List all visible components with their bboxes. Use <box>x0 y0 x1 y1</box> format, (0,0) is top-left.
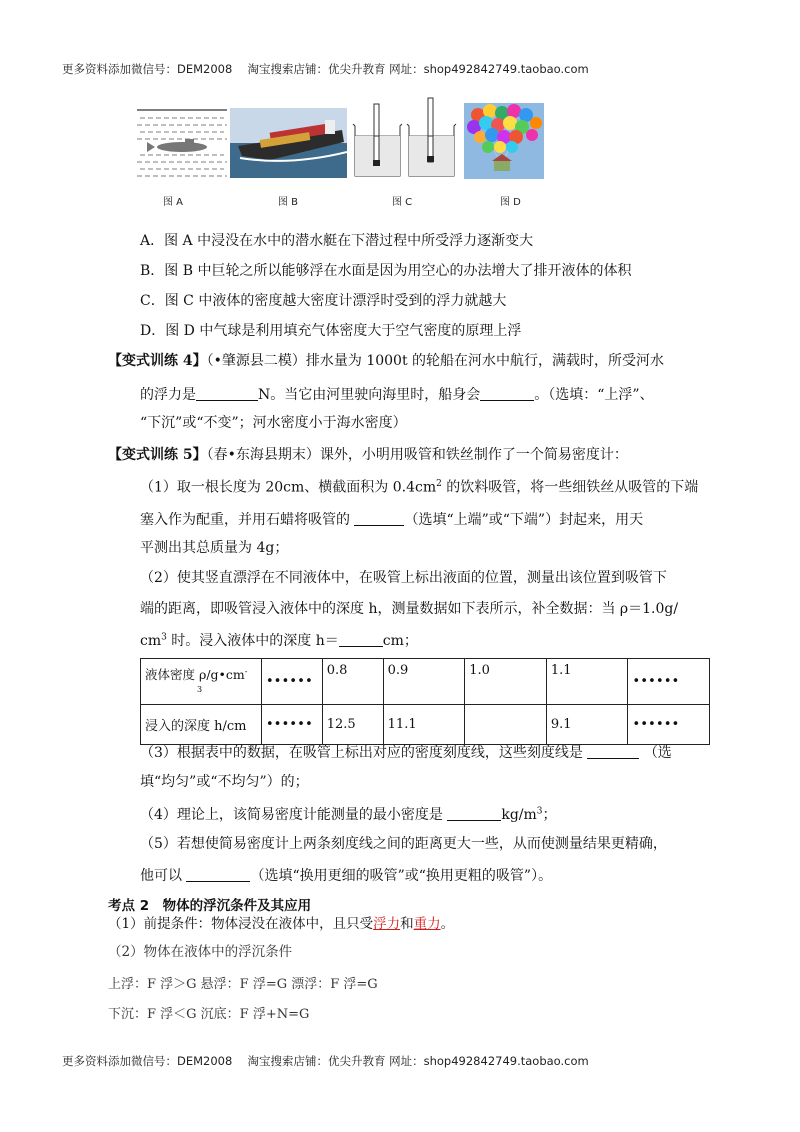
option-a: A．图 A 中浸没在水中的潜水艇在下潜过程中所受浮力逐渐变大 <box>140 233 534 249</box>
blank-straw-choice[interactable] <box>186 867 250 882</box>
figure-d <box>464 103 544 179</box>
table-cell: 0.8 <box>322 659 383 705</box>
figure-b-caption: 图 B <box>278 197 299 208</box>
exercise-4-line-1: 【变式训练 4】（•肇源县二模）排水量为 1000t 的轮船在河水中航行，满载时，所受河水 <box>108 353 665 369</box>
gravity-highlight: 重力 <box>413 916 441 932</box>
table-cell: 1.0 <box>465 659 547 705</box>
balloons-house-image <box>464 103 544 179</box>
figure-c-caption: 图 C <box>392 197 413 208</box>
exercise-4-line-3: “下沉”或“不变”；河水密度小于海水密度） <box>140 415 407 431</box>
buoyancy-highlight: 浮力 <box>373 916 401 932</box>
table-cell: •••••• <box>261 705 322 745</box>
page-header: 更多资料添加微信号：DEM2008 淘宝搜索店铺：优尖升教育 网址：shop492842749.taobao.com <box>62 62 589 76</box>
blank-buoyancy[interactable] <box>196 386 258 401</box>
table-cell: 0.9 <box>383 659 465 705</box>
figure-d-caption: 图 D <box>500 197 521 208</box>
exercise-5-step-3-line-2: 填“均匀”或“不均匀”）的； <box>140 774 309 790</box>
table-cell: •••••• <box>628 659 710 705</box>
section-title: 考点 2 物体的浮沉条件及其应用 <box>108 898 312 914</box>
exercise-5-step-2-line-1: （2）使其竖直漂浮在不同液体中，在吸管上标出液面的位置，测量出该位置到吸管下 <box>140 570 667 586</box>
table-cell: 11.1 <box>383 705 465 745</box>
density-table <box>140 658 710 745</box>
submarine-image <box>137 108 227 180</box>
table-cell: •••••• <box>628 705 710 745</box>
condition-line-4: 下沉：F 浮＜G 沉底：F 浮+N=G <box>108 1007 310 1022</box>
condition-line-3: 上浮：F 浮＞G 悬浮：F 浮=G 漂浮：F 浮=G <box>108 977 378 992</box>
condition-line-2: （2）物体在液体中的浮沉条件 <box>108 944 293 960</box>
exercise-5-step-3-line-1: （3）根据表中的数据，在吸管上标出对应的密度刻度线，这些刻度线是 （选 <box>140 745 672 761</box>
exercise-5-step-1-line-3: 平测出其总质量为 4g； <box>140 540 289 556</box>
exercise-4-line-2: 的浮力是 N。当它由河里驶向海里时，船身会 。（选填：“上浮”、 <box>140 387 654 403</box>
table-row <box>141 705 710 745</box>
figure-c <box>350 96 460 180</box>
exercise-5-step-5-line-2: 他可以 （选填“换用更细的吸管”或“换用更粗的吸管”）。 <box>140 868 553 884</box>
table-cell: •••••• <box>261 659 322 705</box>
exercise-4-label: 【变式训练 4】 <box>108 353 207 369</box>
page-footer: 更多资料添加微信号：DEM2008 淘宝搜索店铺：优尖升教育 网址：shop492842749.taobao.com <box>62 1054 589 1068</box>
option-b: B．图 B 中巨轮之所以能够浮在水面是因为用空心的办法增大了排开液体的体积 <box>140 263 632 279</box>
cargo-ship-image <box>230 108 347 178</box>
table-cell: 1.1 <box>546 659 628 705</box>
exercise-5-step-4: （4）理论上，该简易密度计能测量的最小密度是 $kg/m^3$； <box>140 806 557 823</box>
exercise-5-step-2-line-2: 端的距离，即吸管浸入液体中的深度 h，测量数据如下表所示，补全数据：当 ρ＝1.0g/ <box>140 601 679 617</box>
figure-a-caption: 图 A <box>163 197 184 208</box>
blank-sealed-end[interactable] <box>354 511 404 526</box>
exercise-5-label: 【变式训练 5】 <box>108 447 207 463</box>
figure-b <box>230 108 347 178</box>
table-cell: 9.1 <box>546 705 628 745</box>
blank-scale-uniform[interactable] <box>587 744 639 759</box>
exercise-5-step-1-line-1: （1）取一根长度为 20cm、横截面积为 $0.4cm^2$ 的饮料吸管，将一些细铁丝从吸管的下端 <box>140 479 699 496</box>
condition-line-1: （1）前提条件：物体浸没在液体中，且只受浮力和重力。 <box>108 916 455 932</box>
option-d: D．图 D 中气球是利用填充气体密度大于空气密度的原理上浮 <box>140 323 522 339</box>
blank-depth[interactable] <box>339 632 383 647</box>
table-cell: 12.5 <box>322 705 383 745</box>
table-row <box>141 659 710 705</box>
exercise-5-step-1-line-2: 塞入作为配重，并用石蜡将吸管的 （选填“上端”或“下端”）封起来，用天 <box>140 512 644 528</box>
table-cell-empty[interactable] <box>465 705 547 745</box>
blank-min-density[interactable] <box>447 806 501 821</box>
option-c: C．图 C 中液体的密度越大密度计漂浮时受到的浮力就越大 <box>140 293 507 309</box>
blank-ship-motion[interactable] <box>480 386 534 401</box>
hydrometer-beakers-image <box>350 96 460 180</box>
figure-a <box>137 108 227 180</box>
exercise-5-step-5-line-1: （5）若想使简易密度计上两条刻度线之间的距离更大一些，从而使测量结果更精确， <box>140 836 667 852</box>
table-header-density: 液体密度 ρ/g•cm- 3 <box>141 659 262 705</box>
exercise-5-line-1: 【变式训练 5】（春•东海县期末）课外，小明用吸管和铁丝制作了一个简易密度计： <box>108 447 628 463</box>
table-header-depth: 浸入的深度 h/cm <box>141 705 262 745</box>
exercise-5-step-2-line-3: $cm^3$ 时。浸入液体中的深度 h＝ cm； <box>140 632 418 649</box>
